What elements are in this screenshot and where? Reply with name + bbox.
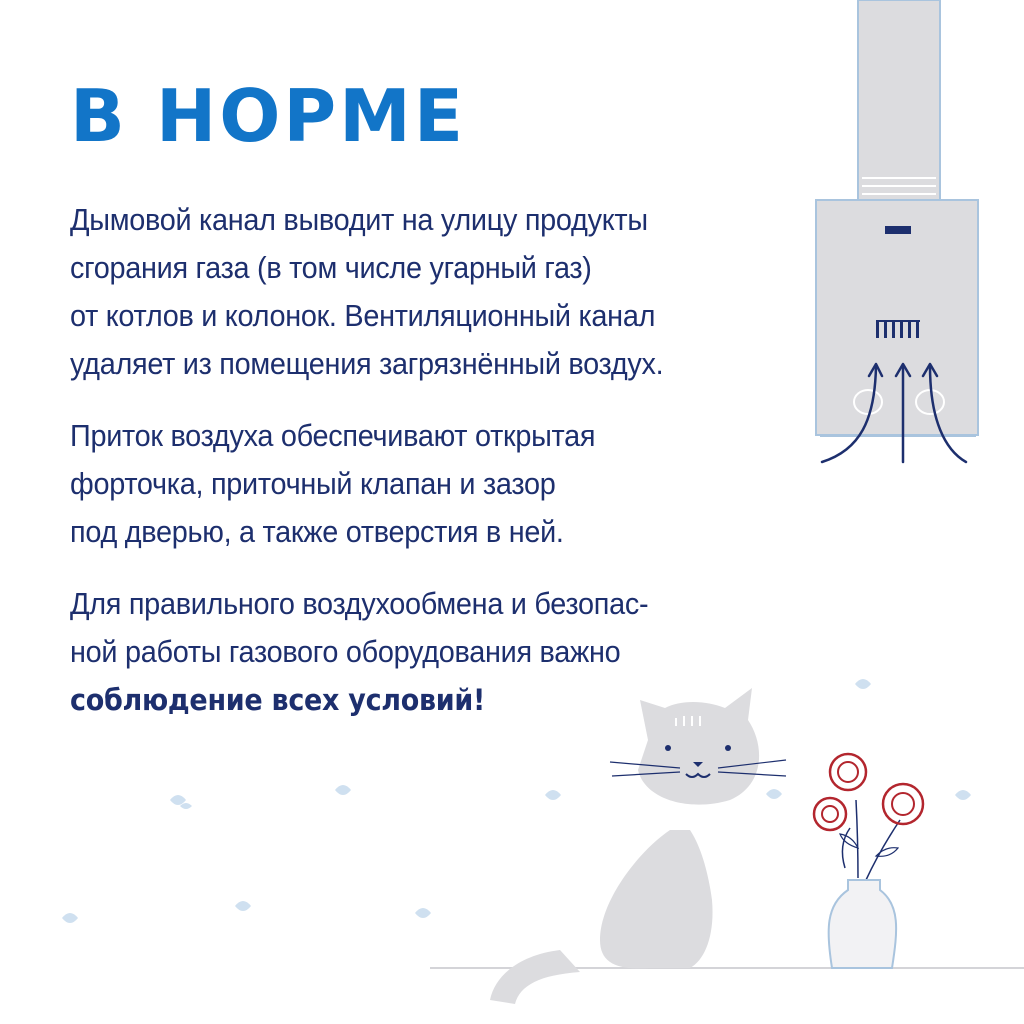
text-line: ной работы газового оборудования важно [70,634,621,669]
text-line: под дверью, а также отверстия в ней. [70,514,564,549]
text-line: удаляет из помещения загрязнённый воздух. [70,346,664,381]
text-line: Для правильного воздухообмена и безопас- [70,586,649,621]
text-line: от котлов и колонок. Вентиляционный канал [70,298,656,333]
leaf-icon [62,679,971,923]
flower-vase-icon [814,754,923,968]
text-line: форточка, приточный клапан и зазор [70,466,556,501]
text-line: Приток воздуха обеспечивают открытая [70,418,596,453]
cat-icon [490,688,786,1004]
emphasis-text: соблюдение всех условий! [70,683,486,717]
gas-boiler-icon [816,0,978,436]
page-title: В НОРМЕ [70,74,467,158]
text-line: Дымовой канал выводит на улицу продукты [70,202,648,237]
text-line: сгорания газа (в том числе угарный газ) [70,250,592,285]
